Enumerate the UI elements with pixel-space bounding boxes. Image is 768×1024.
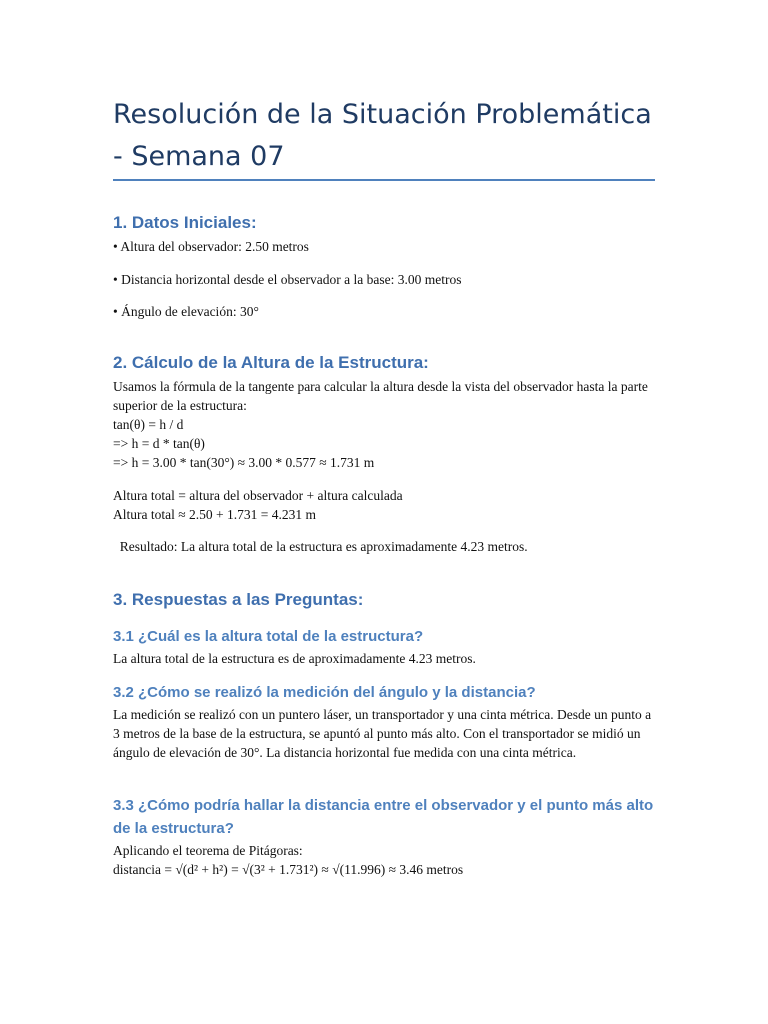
- answer-3-3-line-1: Aplicando el teorema de Pitágoras:: [113, 843, 303, 858]
- answer-3-1: La altura total de la estructura es de aproximadamente 4.23 metros.: [113, 651, 476, 666]
- formula-line-h-value: => h = 3.00 * tan(30°) ≈ 3.00 * 0.577 ≈ 1.731 m: [113, 455, 375, 470]
- bullet-altura-observador: • Altura del observador: 2.50 metros: [113, 239, 309, 254]
- section-heading-datos-iniciales: 1. Datos Iniciales:: [113, 213, 257, 232]
- resultado-line: Resultado: La altura total de la estructura es aproximadamente 4.23 metros.: [113, 539, 528, 554]
- formula-line-h: => h = d * tan(θ): [113, 436, 205, 451]
- answer-3-3-line-2: distancia = √(d² + h²) = √(3² + 1.731²) ≈ √(11.996) ≈ 3.46 metros: [113, 862, 464, 877]
- section-heading-respuestas: 3. Respuestas a las Preguntas:: [113, 590, 364, 609]
- altura-total-definition: Altura total = altura del observador + altura calculada: [113, 488, 403, 503]
- question-heading-3-1: 3.1 ¿Cuál es la altura total de la estructura?: [113, 628, 424, 645]
- question-heading-3-3: 3.3 ¿Cómo podría hallar la distancia entre el observador y el punto más alto de la estructura?: [113, 797, 654, 837]
- title-underline: [113, 179, 655, 181]
- altura-total-value: Altura total ≈ 2.50 + 1.731 = 4.231 m: [113, 507, 316, 522]
- answer-3-2: La medición se realizó con un puntero láser, un transportador y una cinta métrica. Desde un punto a 3 metros de la base de la estructura, se apuntó al punto más alto. Con el transportador se midió un ángulo de elevación de 30°. La distancia horizontal fue medida con una cinta métrica.: [113, 707, 652, 760]
- formula-line-tangent: tan(θ) = h / d: [113, 417, 184, 432]
- bullet-angulo-elevacion: • Ángulo de elevación: 30°: [113, 304, 259, 319]
- document-title: Resolución de la Situación Problemática - Semana 07: [113, 99, 652, 172]
- section-heading-calculo-altura: 2. Cálculo de la Altura de la Estructura:: [113, 353, 429, 372]
- calculo-intro-paragraph: Usamos la fórmula de la tangente para calcular la altura desde la vista del observador hasta la parte superior de la estructura:: [113, 379, 648, 413]
- question-heading-3-2: 3.2 ¿Cómo se realizó la medición del ángulo y la distancia?: [113, 684, 536, 701]
- bullet-distancia-horizontal: • Distancia horizontal desde el observador a la base: 3.00 metros: [113, 272, 462, 287]
